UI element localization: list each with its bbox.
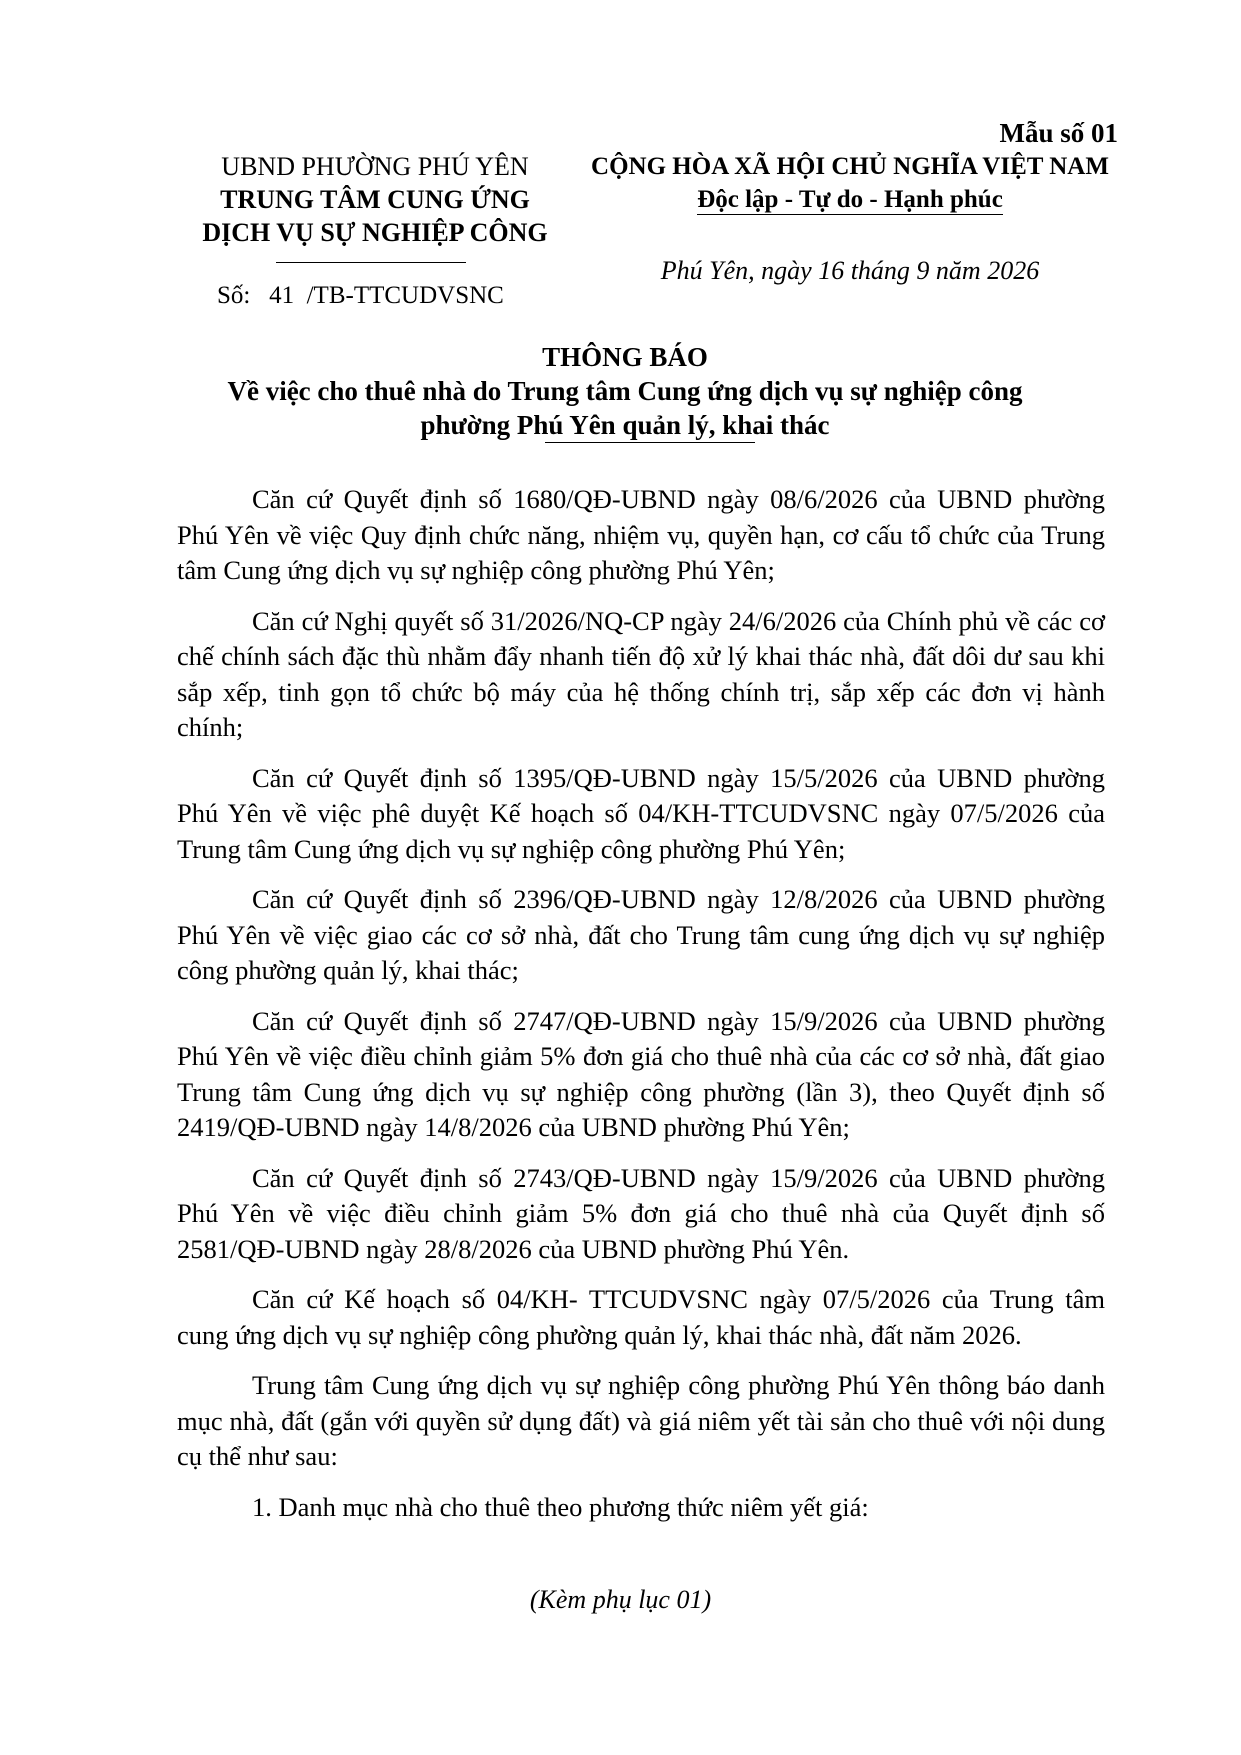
place-and-date: Phú Yên, ngày 16 tháng 9 năm 2026 — [660, 256, 1040, 285]
legal-basis-paragraph: Căn cứ Quyết định số 2396/QĐ-UBND ngày 12/8/2026 của UBND phường Phú Yên về việc giao các cơ sở nhà, đất cho Trung tâm cung ứng dịch vụ sự nghiệp công phường quản lý, khai thác; — [177, 884, 1105, 985]
legal-basis-paragraph: Căn cứ Quyết định số 1680/QĐ-UBND ngày 08/6/2026 của UBND phường Phú Yên về việc Quy định chức năng, nhiệm vụ, quyền hạn, cơ cấu tổ chức của Trung tâm Cung ứng dịch vụ sự nghiệp công phường Phú Yên; — [177, 484, 1105, 585]
agency-underline — [276, 262, 466, 263]
document-subject-line2: phường Phú Yên quản lý, khai thác — [420, 410, 830, 440]
nation-name: CỘNG HÒA XÃ HỘI CHỦ NGHĨA VIỆT NAM — [591, 153, 1109, 180]
form-number: Mẫu số 01 — [999, 118, 1118, 148]
legal-basis-paragraph: Căn cứ Kế hoạch số 04/KH- TTCUDVSNC ngày 07/5/2026 của Trung tâm cung ứng dịch vụ sự nghiệp công phường quản lý, khai thác nhà, đất năm 2026. — [177, 1284, 1105, 1350]
document-body — [177, 482, 1105, 1540]
title-underline — [545, 442, 755, 443]
issuing-unit-line1: TRUNG TÂM CUNG ỨNG — [220, 185, 530, 214]
document-type: THÔNG BÁO — [542, 342, 708, 372]
section-heading: 1. Danh mục nhà cho thuê theo phương thức niêm yết giá: — [252, 1491, 869, 1522]
parent-agency: UBND PHƯỜNG PHÚ YÊN — [221, 152, 529, 181]
legal-basis-paragraph: Căn cứ Nghị quyết số 31/2026/NQ-CP ngày 24/6/2026 của Chính phủ về các cơ chế chính sách đặc thù nhằm đẩy nhanh tiến độ xử lý khai thác nhà, đất dôi dư sau khi sắp xếp, tinh gọn tổ chức bộ máy của hệ thống chính trị, sắp xếp các đơn vị hành chính; — [177, 605, 1105, 742]
document-title-block — [170, 340, 1080, 442]
issuing-unit-line2: DỊCH VỤ SỰ NGHIỆP CÔNG — [202, 218, 548, 247]
legal-basis-paragraph: Căn cứ Quyết định số 2743/QĐ-UBND ngày 15/9/2026 của UBND phường Phú Yên về việc điều chỉnh giảm 5% đơn giá cho thuê nhà của Quyết định số 2581/QĐ-UBND ngày 28/8/2026 của UBND phường Phú Yên. — [177, 1162, 1105, 1264]
document-number: Số: 41 /TB-TTCUDVSNC — [217, 282, 504, 309]
issuing-agency-block — [180, 150, 570, 249]
legal-basis-paragraph: Căn cứ Quyết định số 1395/QĐ-UBND ngày 15/5/2026 của UBND phường Phú Yên về việc phê duyệt Kế hoạch số 04/KH-TTCUDVSNC ngày 07/5/2026 của Trung tâm Cung ứng dịch vụ sự nghiệp công phường Phú Yên; — [177, 762, 1105, 864]
annex-note: (Kèm phụ lục 01) — [529, 1585, 712, 1614]
announcement-paragraph: Trung tâm Cung ứng dịch vụ sự nghiệp công phường Phú Yên thông báo danh mục nhà, đất (gắn với quyền sử dụng đất) và giá niêm yết tài sản cho thuê với nội dung cụ thể như sau: — [177, 1370, 1105, 1471]
national-header-block — [580, 150, 1120, 216]
motto-text: Độc lập - Tự do - Hạnh phúc — [697, 186, 1003, 213]
legal-basis-paragraph: Căn cứ Quyết định số 2747/QĐ-UBND ngày 15/9/2026 của UBND phường Phú Yên về việc điều chỉnh giảm 5% đơn giá cho thuê nhà của các cơ sở nhà, đất giao Trung tâm Cung ứng dịch vụ sự nghiệp công phường (lần 3), theo Quyết định số 2419/QĐ-UBND ngày 14/8/2026 của UBND phường Phú Yên; — [177, 1005, 1105, 1142]
national-motto — [580, 183, 1120, 216]
document-subject-line1: Về việc cho thuê nhà do Trung tâm Cung ứng dịch vụ sự nghiệp công — [227, 376, 1023, 406]
